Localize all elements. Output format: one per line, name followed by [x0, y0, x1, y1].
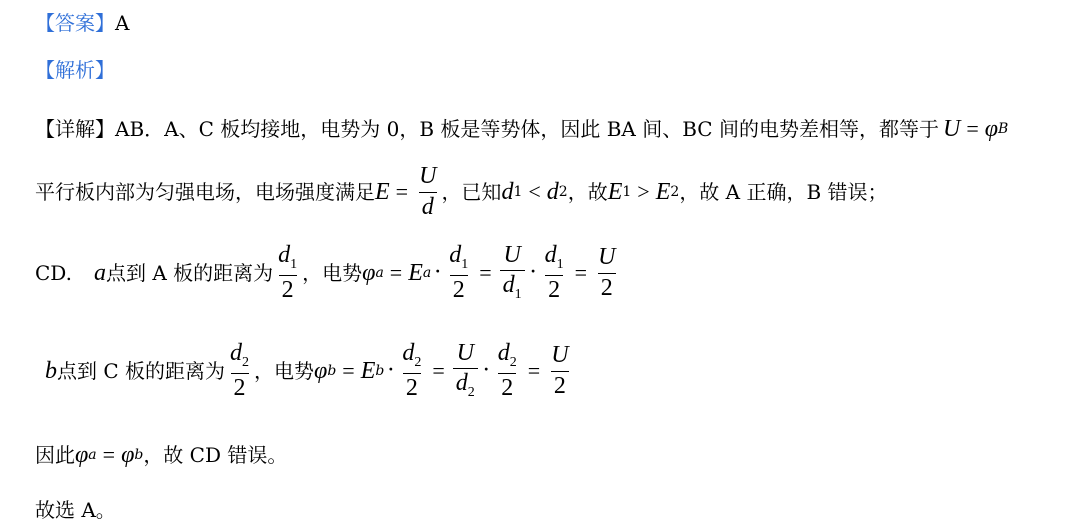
- line3-frac2-d: d: [449, 242, 462, 269]
- line5-phi-b-sub: b: [134, 447, 144, 463]
- line2-E2-sub: 2: [670, 184, 680, 200]
- line3-frac-d1-2b: [446, 243, 471, 303]
- line4-frac5-num: U: [551, 342, 569, 369]
- line4-frac4-den: 2: [498, 373, 516, 401]
- line2-d2: d: [546, 179, 559, 205]
- formula-eq: =: [966, 116, 979, 141]
- line4-eq1: =: [342, 358, 355, 383]
- answer-line: [35, 13, 129, 33]
- line3-frac5-den: 2: [598, 273, 616, 301]
- line4-phi-sub: b: [327, 363, 337, 379]
- line4-frac2-sub: 2: [414, 355, 422, 371]
- line3-frac1-den: 2: [279, 275, 297, 303]
- line4-frac1-den: 2: [231, 373, 249, 401]
- line2-text-b: ，已知: [441, 180, 502, 204]
- line2-lt: <: [528, 179, 541, 204]
- line2-text-c: ，故: [567, 180, 608, 204]
- line4-frac3-num: U: [456, 340, 474, 367]
- line3-frac-U-d1: [500, 243, 525, 303]
- line2-d1-sub: 1: [513, 184, 523, 200]
- line3-frac3-d: d: [502, 272, 515, 299]
- analysis-label: 【解析】: [35, 58, 115, 82]
- formula-U: U: [942, 116, 961, 142]
- detail-line-4: [45, 338, 574, 404]
- answer-label: 【答案】: [35, 11, 115, 35]
- line3-frac1-sub: 1: [290, 257, 298, 273]
- line3-frac3-num: U: [503, 242, 521, 269]
- line2-gt: >: [637, 179, 650, 204]
- line3-frac4-den: 2: [545, 275, 563, 303]
- detail-line-2: [35, 162, 888, 222]
- line2-frac-num: U: [419, 163, 437, 190]
- line4-phi: φ: [314, 358, 328, 384]
- line3-frac-U-2: [595, 245, 618, 300]
- formula-phi-sub: B: [998, 121, 1009, 137]
- detail-line1-text: AB．A、C 板均接地，电势为 0，B 板是等势体，因此 BA 间、BC 间的电势差相等，都等于: [115, 117, 939, 141]
- line3-phi: φ: [362, 260, 376, 286]
- line4-eq2: =: [432, 358, 445, 383]
- line4-frac5-den: 2: [551, 371, 569, 399]
- line4-frac3-sub: 2: [467, 385, 475, 401]
- line5-text-b: ，故 CD 错误。: [143, 443, 288, 467]
- line3-frac1-d: d: [278, 242, 291, 269]
- line3-frac5-num: U: [598, 244, 616, 271]
- line4-eq3: =: [527, 358, 541, 383]
- line2-d2-sub: 2: [558, 184, 568, 200]
- line4-frac1-d: d: [230, 340, 243, 367]
- line3-dot1: ·: [434, 260, 442, 285]
- line4-E-sub: b: [375, 363, 385, 379]
- line3-eq2: =: [479, 260, 492, 285]
- line3-frac-d1-2c: [542, 243, 567, 303]
- detail-line-1: [35, 117, 1008, 141]
- line6-text: 故选 A。: [35, 498, 116, 522]
- line3-text-a: 点到 A 板的距离为: [105, 261, 274, 285]
- line2-text-d: ，故 A 正确，B 错误；: [679, 180, 888, 204]
- line2-text-a: 平行板内部为匀强电场，电场强度满足: [35, 180, 375, 204]
- line4-frac1-sub: 2: [242, 355, 250, 371]
- detail-line-6: [35, 500, 116, 520]
- analysis-line: [35, 60, 115, 80]
- line4-frac-U-2: [548, 343, 571, 398]
- line4-frac-d2-2: [227, 341, 252, 401]
- line5-phi-a: φ: [75, 442, 89, 468]
- line2-E1: E: [607, 179, 623, 205]
- line3-prefix: CD.: [35, 261, 72, 285]
- line4-dot2: ·: [482, 358, 490, 383]
- formula-phi: φ: [984, 116, 999, 142]
- line3-E: E: [408, 260, 423, 286]
- line3-E-sub: a: [422, 265, 432, 281]
- line4-frac2-den: 2: [403, 373, 421, 401]
- line2-E2: E: [655, 179, 671, 205]
- line2-d1: d: [501, 179, 514, 205]
- line3-a: a: [93, 260, 106, 286]
- line4-frac-d2-2c: [495, 341, 520, 401]
- line4-frac4-sub: 2: [509, 355, 517, 371]
- line2-eq: =: [395, 179, 409, 204]
- line4-b: b: [45, 358, 57, 384]
- line3-dot2: ·: [529, 260, 537, 285]
- line4-frac3-d: d: [455, 370, 468, 397]
- line5-text-a: 因此: [35, 443, 75, 467]
- line3-frac2-den: 2: [450, 275, 468, 303]
- line3-frac2-sub: 1: [461, 257, 469, 273]
- line4-frac-U-d2: [453, 341, 478, 401]
- detail-label: 【详解】: [35, 117, 115, 141]
- line2-frac-den: d: [419, 192, 437, 220]
- answer-value: A: [115, 11, 130, 35]
- line2-E1-sub: 1: [622, 184, 632, 200]
- line3-phi-sub: a: [375, 265, 384, 281]
- line3-frac-d1-2: [275, 243, 300, 303]
- line4-E: E: [360, 358, 376, 384]
- line5-phi-b: φ: [121, 442, 135, 468]
- line3-eq3: =: [574, 260, 588, 285]
- line3-frac4-sub: 1: [556, 257, 564, 273]
- detail-line-3: [35, 240, 620, 306]
- line4-dot1: ·: [387, 358, 395, 383]
- line4-frac-d2-2b: [399, 341, 424, 401]
- detail-line-5: [35, 443, 287, 467]
- line3-frac3-sub: 1: [514, 287, 522, 303]
- line4-frac2-d: d: [402, 340, 415, 367]
- line5-phi-a-sub: a: [88, 447, 97, 463]
- line4-text-a: 点到 C 板的距离为: [57, 359, 226, 383]
- line2-E: E: [375, 179, 390, 205]
- line4-text-b: ，电势: [254, 359, 315, 383]
- line4-frac4-d: d: [497, 340, 510, 367]
- line3-text-b: ，电势: [302, 261, 363, 285]
- line5-eq: =: [102, 442, 116, 467]
- line3-eq1: =: [389, 260, 403, 285]
- line3-frac4-d: d: [544, 242, 557, 269]
- line2-fraction: [416, 164, 439, 219]
